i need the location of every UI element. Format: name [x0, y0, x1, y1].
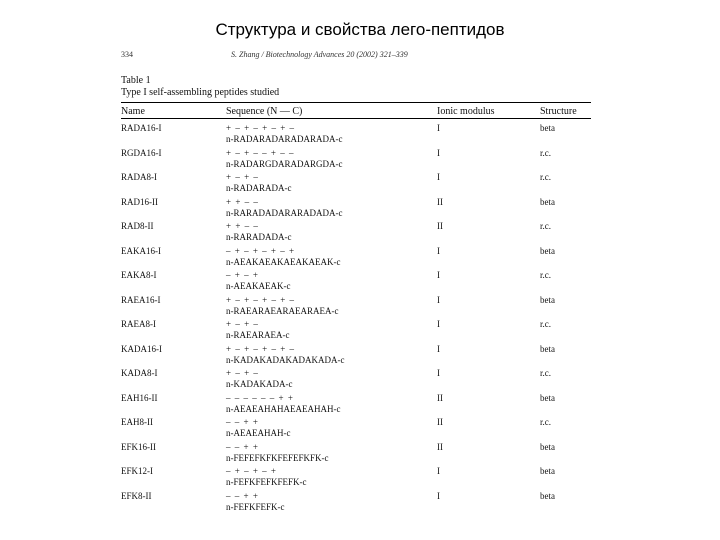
charge-pattern: + – + –	[226, 319, 259, 329]
table-row	[0, 319, 720, 343]
structure: beta	[540, 466, 555, 476]
structure: beta	[540, 196, 555, 207]
peptide-sequence: n-RAEARAEARAEARAEA-c	[226, 305, 339, 316]
peptide-name: EAH16-II	[121, 392, 158, 403]
ionic-modulus: II	[437, 441, 443, 452]
journal-reference: S. Zhang / Biotechnology Advances 20 (2002) 321–339	[231, 50, 408, 59]
ionic-modulus: II	[437, 221, 443, 231]
structure: r.c.	[540, 417, 551, 427]
ionic-modulus: I	[437, 294, 440, 305]
structure: beta	[540, 490, 555, 501]
ionic-modulus: II	[437, 196, 443, 207]
charge-pattern: – – – – – – + +	[226, 392, 294, 403]
table-label: Table 1	[121, 75, 151, 86]
peptide-sequence: n-AEAKAEAKAEAKAEAK-c	[226, 256, 341, 267]
peptide-name: RADA8-I	[121, 172, 157, 182]
header-name: Name	[121, 106, 145, 117]
peptide-sequence: n-FEFKFEFK-c	[226, 501, 285, 512]
peptide-sequence: n-KADAKADA-c	[226, 379, 293, 389]
peptide-sequence: n-KADAKADAKADAKADA-c	[226, 354, 345, 365]
structure: r.c.	[540, 368, 551, 378]
table-caption	[121, 75, 279, 99]
table-row	[0, 393, 720, 417]
peptide-sequence: n-RADARADARADARADA-c	[226, 134, 343, 144]
charge-pattern: – + – + – + – +	[226, 245, 296, 256]
peptide-name: EFK8-II	[121, 490, 152, 501]
ionic-modulus: I	[437, 123, 440, 133]
table-row	[0, 344, 720, 368]
table-row	[0, 197, 720, 221]
table-row	[0, 246, 720, 270]
charge-pattern: – + – +	[226, 270, 259, 280]
table-row	[0, 295, 720, 319]
peptide-name: RAD8-II	[121, 221, 154, 231]
peptide-name: EAH8-II	[121, 417, 153, 427]
ionic-modulus: I	[437, 343, 440, 354]
peptide-name: RADA16-I	[121, 123, 162, 133]
header-sequence: Sequence (N — C)	[226, 106, 303, 117]
header-ionic-modulus: Ionic modulus	[437, 106, 495, 117]
peptide-name: EAKA16-I	[121, 245, 161, 256]
peptide-name: RGDA16-I	[121, 147, 162, 158]
structure: beta	[540, 294, 555, 305]
charge-pattern: + + – –	[226, 221, 259, 231]
charge-pattern: – + – + – +	[226, 466, 277, 476]
charge-pattern: – – + +	[226, 441, 259, 452]
peptide-name: EAKA8-I	[121, 270, 157, 280]
charge-pattern: + – + – + – + –	[226, 294, 296, 305]
peptide-sequence: n-RAEARAEA-c	[226, 330, 290, 340]
structure: beta	[540, 392, 555, 403]
charge-pattern: + – + –	[226, 368, 259, 378]
ionic-modulus: I	[437, 245, 440, 256]
peptide-name: RAEA8-I	[121, 319, 156, 329]
structure: beta	[540, 343, 555, 354]
ionic-modulus: II	[437, 417, 443, 427]
ionic-modulus: I	[437, 147, 440, 158]
charge-pattern: – – + +	[226, 417, 259, 427]
structure: r.c.	[540, 319, 551, 329]
structure: beta	[540, 441, 555, 452]
ionic-modulus: I	[437, 368, 440, 378]
table-row	[0, 148, 720, 172]
table-row	[0, 417, 720, 441]
ionic-modulus: I	[437, 319, 440, 329]
ionic-modulus: I	[437, 466, 440, 476]
peptide-name: KADA8-I	[121, 368, 158, 378]
peptide-sequence: n-RADARGDARADARGDA-c	[226, 158, 343, 169]
peptide-sequence: n-AEAEAHAHAEAEAHAH-c	[226, 403, 341, 414]
header-structure: Structure	[540, 106, 577, 117]
charge-pattern: + – + –	[226, 172, 259, 182]
structure: r.c.	[540, 221, 551, 231]
table-top-rule	[121, 102, 591, 103]
structure: r.c.	[540, 147, 551, 158]
page-number: 334	[121, 50, 133, 59]
peptide-sequence: n-RARADADA-c	[226, 232, 292, 242]
peptide-name: EFK12-I	[121, 466, 153, 476]
ionic-modulus: I	[437, 490, 440, 501]
charge-pattern: + – + – + – + –	[226, 123, 296, 133]
table-row	[0, 123, 720, 147]
peptide-sequence: n-FEFEFKFKFEFEFKFK-c	[226, 452, 329, 463]
ionic-modulus: II	[437, 392, 443, 403]
peptide-sequence: n-AEAEAHAH-c	[226, 428, 291, 438]
peptide-name: KADA16-I	[121, 343, 162, 354]
peptide-sequence: n-RADARADA-c	[226, 183, 292, 193]
structure: beta	[540, 123, 555, 133]
structure: r.c.	[540, 172, 551, 182]
table-row	[0, 221, 720, 245]
table-title: Type I self-assembling peptides studied	[121, 87, 280, 98]
charge-pattern: + – + – + – + –	[226, 343, 296, 354]
structure: r.c.	[540, 270, 551, 280]
peptide-sequence: n-RARADADARARADADA-c	[226, 207, 343, 218]
peptide-name: EFK16-II	[121, 441, 156, 452]
peptide-sequence: n-AEAKAEAK-c	[226, 281, 291, 291]
table-row	[0, 466, 720, 490]
peptide-name: RAD16-II	[121, 196, 158, 207]
table-row	[0, 491, 720, 515]
table-row	[0, 270, 720, 294]
slide-title: Структура и свойства лего-пептидов	[215, 20, 505, 39]
peptide-sequence: n-FEFKFEFKFEFK-c	[226, 477, 307, 487]
table-row	[0, 442, 720, 466]
charge-pattern: + – + – – + – –	[226, 147, 295, 158]
table-row	[0, 368, 720, 392]
charge-pattern: + + – –	[226, 196, 259, 207]
table-row	[0, 172, 720, 196]
ionic-modulus: I	[437, 172, 440, 182]
peptide-name: RAEA16-I	[121, 294, 161, 305]
charge-pattern: – – + +	[226, 490, 259, 501]
table-header-rule	[121, 118, 591, 119]
structure: beta	[540, 245, 555, 256]
ionic-modulus: I	[437, 270, 440, 280]
